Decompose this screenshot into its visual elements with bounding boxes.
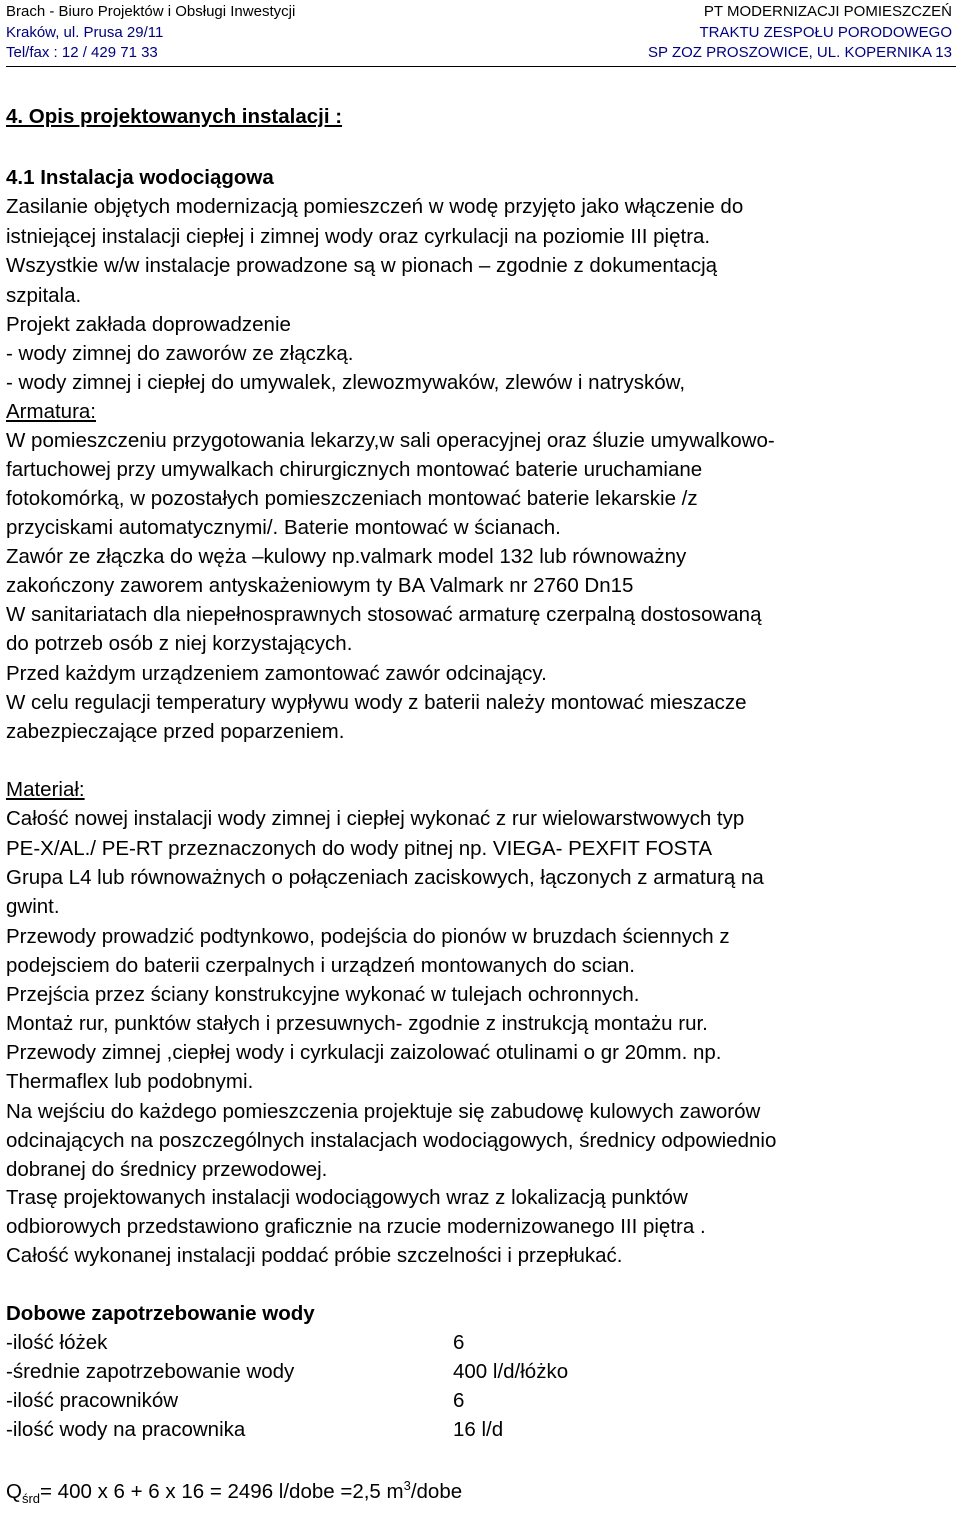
paragraph-line: W pomieszczeniu przygotowania lekarzy,w sali operacyjnej oraz śluzie umywalkowo- <box>6 429 775 452</box>
paragraph-line: Grupa L4 lub równoważnych o połączeniach zaciskowych, łączonych z armaturą na <box>6 866 764 889</box>
paragraph-line: do potrzeb osób z niej korzystających. <box>6 632 353 655</box>
section-title: 4. Opis projektowanych instalacji : <box>6 105 343 128</box>
demand-row <box>6 1386 946 1415</box>
header-divider <box>6 66 956 67</box>
paragraph-line: - wody zimnej do zaworów ze złączką. <box>6 342 354 365</box>
demand-row <box>6 1415 946 1444</box>
paragraph-line: Przewody zimnej ,ciepłej wody i cyrkulacji zaizolować otulinami o gr 20mm. np. <box>6 1041 722 1064</box>
demand-label: -ilość łóżek <box>6 1331 108 1354</box>
paragraph-line: Całość nowej instalacji wody zimnej i ciepłej wykonać z rur wielowarstwowych typ <box>6 807 745 830</box>
subsection-title: 4.1 Instalacja wodociągowa <box>6 166 274 189</box>
demand-label: -ilość pracowników <box>6 1389 179 1412</box>
header-phone: Tel/fax : 12 / 429 71 33 <box>6 44 158 61</box>
paragraph-line: Przed każdym urządzeniem zamontować zawór odcinający. <box>6 662 547 685</box>
formula-symbol: Q <box>6 1479 22 1503</box>
paragraph-line: Wszystkie w/w instalacje prowadzone są w pionach – zgodnie z dokumentacją <box>6 254 718 277</box>
paragraph-line: odcinających na poszczególnych instalacjach wodociągowych, średnicy odpowiednio <box>6 1129 777 1152</box>
header-right <box>648 2 952 64</box>
daily-demand-formula <box>6 1471 462 1513</box>
paragraph-line: Trasę projektowanych instalacji wodociągowych wraz z lokalizacją punktów <box>6 1186 688 1209</box>
paragraph-line: istniejącej instalacji ciepłej i zimnej wody oraz cyrkulacji na poziomie III piętra. <box>6 225 711 248</box>
page-header <box>6 2 956 66</box>
paragraph-line: Projekt zakłada doprowadzenie <box>6 313 291 336</box>
paragraph-line: fartuchowej przy umywalkach chirurgicznych montować baterie uruchamiane <box>6 458 703 481</box>
paragraph-line: Na wejściu do każdego pomieszczenia projektuje się zabudowę kulowych zaworów <box>6 1100 761 1123</box>
header-project-2: TRAKTU ZESPOŁU PORODOWEGO <box>699 23 952 41</box>
demand-label: -średnie zapotrzebowanie wody <box>6 1360 295 1383</box>
paragraph-line: Thermaflex lub podobnymi. <box>6 1070 254 1093</box>
header-project-1: PT MODERNIZACJI POMIESZCZEŃ <box>703 3 952 20</box>
paragraph-line: podejsciem do baterii czerpalnych i urządzeń montowanych do scian. <box>6 954 636 977</box>
demand-title: Dobowe zapotrzebowanie wody <box>6 1302 315 1325</box>
demand-row <box>6 1357 946 1386</box>
paragraph-line: dobranej do średnicy przewodowej. <box>6 1158 328 1181</box>
demand-value: 6 <box>453 1331 465 1354</box>
formula-tail: /dobe <box>410 1479 463 1503</box>
paragraph-line: szpitala. <box>6 284 82 307</box>
paragraph-line: Montaż rur, punktów stałych i przesuwnych- zgodnie z instrukcją montażu rur. <box>6 1012 708 1035</box>
header-project-3: SP ZOZ PROSZOWICE, UL. KOPERNIKA 13 <box>648 44 952 61</box>
paragraph-line: odbiorowych przedstawiono graficznie na rzucie modernizowanego III piętra . <box>6 1215 706 1238</box>
paragraph-line: Zawór ze złączka do węża –kulowy np.valmark model 132 lub równoważny <box>6 545 687 568</box>
formula-superscript: 3 <box>403 1478 411 1493</box>
header-left <box>6 2 295 64</box>
paragraph-line: W sanitariatach dla niepełnosprawnych stosować armaturę czerpalną dostosowaną <box>6 603 762 626</box>
demand-row <box>6 1328 946 1357</box>
demand-label: -ilość wody na pracownika <box>6 1418 246 1441</box>
armatura-heading: Armatura: <box>6 400 96 423</box>
paragraph-line: fotokomórką, w pozostałych pomieszczeniach montować baterie lekarskie /z <box>6 487 698 510</box>
paragraph-line: Przewody prowadzić podtynkowo, podejścia do pionów w bruzdach ściennych z <box>6 925 730 948</box>
paragraph-line: PE-X/AL./ PE-RT przeznaczonych do wody pitnej np. VIEGA- PEXFIT FOSTA <box>6 837 713 860</box>
paragraph-line: przyciskami automatycznymi/. Baterie montować w ścianach. <box>6 516 561 539</box>
formula-body: = 400 x 6 + 6 x 16 = 2496 l/dobe =2,5 m <box>40 1479 404 1503</box>
demand-value: 400 l/d/łóżko <box>453 1360 569 1383</box>
paragraph-line: Przejścia przez ściany konstrukcyjne wykonać w tulejach ochronnych. <box>6 983 640 1006</box>
material-heading: Materiał: <box>6 778 85 801</box>
header-address: Kraków, ul. Prusa 29/11 <box>6 23 164 41</box>
demand-value: 6 <box>453 1389 465 1412</box>
paragraph-line: W celu regulacji temperatury wypływu wody z baterii należy montować mieszacze <box>6 691 747 714</box>
paragraph-line: - wody zimnej i ciepłej do umywalek, zlewozmywaków, zlewów i natrysków, <box>6 371 686 394</box>
demand-value: 16 l/d <box>453 1418 504 1441</box>
header-company: Brach - Biuro Projektów i Obsługi Inwestycji <box>6 3 296 20</box>
paragraph-line: zakończony zaworem antyskażeniowym ty BA Valmark nr 2760 Dn15 <box>6 574 634 597</box>
paragraph-line: zabezpieczające przed poparzeniem. <box>6 720 345 743</box>
formula-subscript: śrd <box>21 1490 41 1506</box>
paragraph-line: gwint. <box>6 895 60 918</box>
paragraph-line: Zasilanie objętych modernizacją pomieszczeń w wodę przyjęto jako włączenie do <box>6 195 744 218</box>
paragraph-line: Całość wykonanej instalacji poddać próbie szczelności i przepłukać. <box>6 1244 623 1267</box>
